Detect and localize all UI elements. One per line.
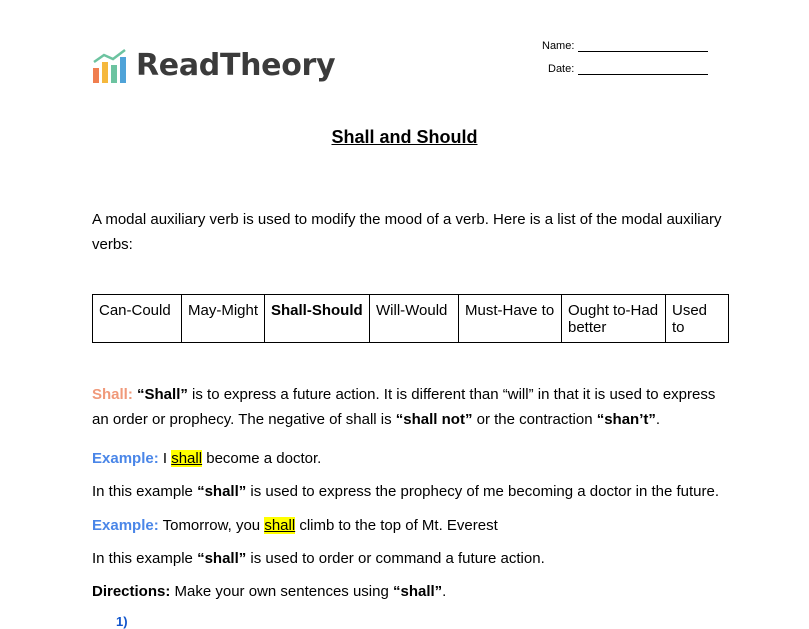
readtheory-logo [92, 46, 335, 86]
table-cell: Used to [666, 295, 729, 343]
definition-text: or the contraction [472, 411, 597, 428]
date-field [548, 63, 708, 75]
table-cell: Can-Could [93, 295, 182, 343]
shall-definition [92, 382, 715, 432]
explanation-text: is used to order or command a future action. [246, 550, 545, 567]
table-cell: Will-Would [370, 295, 459, 343]
explanation-2 [92, 546, 545, 571]
table-cell: Shall-Should [265, 295, 370, 343]
shall-quote: “shall” [197, 550, 247, 567]
page-title: Shall and Should [331, 127, 478, 147]
table-row [93, 295, 729, 343]
example-text: I [158, 450, 172, 467]
directions-text: . [442, 583, 447, 600]
intro-line-2: verbs: [92, 236, 133, 253]
example-1 [92, 446, 321, 471]
directions-label: Directions: [92, 583, 171, 600]
shant-quote: “shan’t” [596, 411, 656, 428]
example-text: climb to the top of Mt. Everest [295, 517, 498, 534]
highlighted-word: shall [171, 450, 203, 467]
shall-quote: “shall” [392, 583, 443, 600]
shall-quote: “Shall” [137, 386, 188, 403]
directions-text: Make your own sentences using [170, 583, 393, 600]
directions [92, 579, 446, 604]
definition-text: an order or prophecy. The negative of shall is [92, 411, 396, 428]
example-text: become a doctor. [202, 450, 322, 467]
example-text: Tomorrow, you [158, 517, 265, 534]
name-line[interactable] [578, 41, 708, 52]
bar-chart-logo-icon [92, 48, 128, 84]
explanation-1 [92, 479, 719, 504]
explanation-text: In this example [92, 550, 198, 567]
table-cell: Must-Have to [459, 295, 562, 343]
list-number: 1) [116, 614, 128, 629]
definition-text: . [655, 411, 661, 428]
shall-quote: “shall” [197, 483, 247, 500]
modal-verbs-table [92, 294, 729, 343]
highlighted-word: shall [264, 517, 296, 534]
brand-name: ReadTheory [136, 48, 336, 83]
explanation-text: is used to express the prophecy of me becoming a doctor in the future. [246, 483, 720, 500]
example-label: Example: [92, 450, 159, 467]
name-field [542, 40, 708, 52]
shall-not-quote: “shall not” [395, 411, 473, 428]
example-2 [92, 513, 498, 538]
shall-label: Shall: [92, 386, 133, 403]
definition-text: is to express a future action. It is different than “will” in that it is used to express [187, 386, 716, 403]
intro-paragraph [92, 207, 721, 257]
table-cell: Ought to-Had better [562, 295, 666, 343]
name-label: Name: [542, 40, 575, 52]
date-line[interactable] [578, 64, 708, 75]
table-cell: May-Might [182, 295, 265, 343]
explanation-text: In this example [92, 483, 198, 500]
date-label: Date: [548, 63, 575, 75]
example-label: Example: [92, 517, 159, 534]
intro-line-1: A modal auxiliary verb is used to modify the mood of a verb. Here is a list of the modal auxiliary [92, 211, 722, 228]
